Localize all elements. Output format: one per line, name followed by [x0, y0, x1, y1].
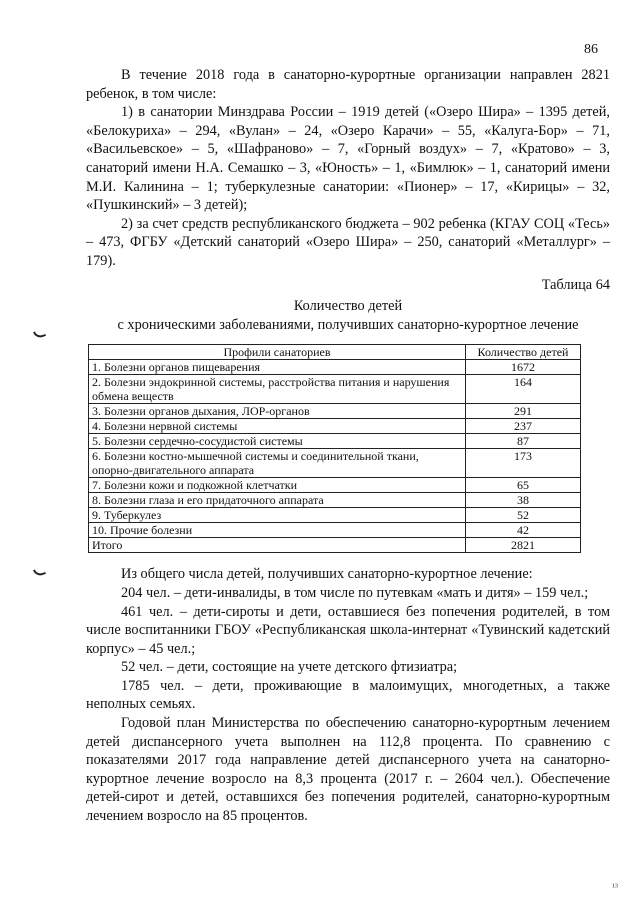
table-row: [89, 434, 581, 449]
row-profile: 4. Болезни нервной системы: [89, 419, 466, 434]
total-count: 2821: [466, 538, 581, 553]
paragraph-intro: В течение 2018 года в санаторно-курортные организации направлен 2821 ребенок, в том числе:: [86, 67, 610, 102]
row-profile: 8. Болезни глаза и его придаточного аппарата: [89, 493, 466, 508]
table-title-line-2: с хроническими заболеваниями, получивших санаторно-курортное лечение: [117, 316, 579, 333]
row-profile: 9. Туберкулез: [89, 508, 466, 523]
row-count: 65: [466, 478, 581, 493]
row-count: 87: [466, 434, 581, 449]
row-count: 42: [466, 523, 581, 538]
table-row: [89, 360, 581, 375]
sanatorium-profiles-table: [88, 344, 581, 553]
row-count: 173: [466, 449, 581, 478]
table-row: [89, 419, 581, 434]
margin-mark-2: [33, 566, 46, 577]
row-profile: 2. Болезни эндокринной системы, расстройства питания и нарушения обмена веществ: [89, 375, 466, 404]
row-profile: 5. Болезни сердечно-сосудистой системы: [89, 434, 466, 449]
table-title-line-1: Количество детей: [293, 298, 403, 315]
table-label: Таблица 64: [541, 276, 610, 293]
table-row: [89, 404, 581, 419]
margin-mark-1: [33, 328, 46, 339]
column-header-count: Количество детей: [466, 345, 581, 360]
row-profile: 1. Болезни органов пищеварения: [89, 360, 466, 375]
table-row: [89, 508, 581, 523]
paragraph-disabled-children: 204 чел. – дети-инвалиды, в том числе по путевкам «мать и дитя» – 159 чел.;: [121, 584, 589, 601]
row-count: 164: [466, 375, 581, 404]
page-number: 86: [584, 42, 598, 57]
table-row: [89, 478, 581, 493]
table-row: [89, 449, 581, 478]
table-header-row: [89, 345, 581, 360]
paragraph-annual-plan: Годовой план Министерства по обеспечению санаторно-курортным лечением детей диспансерного учета выполнен на 112,8 процента. По сравнению с показателями 2017 года направление детей диспансерного учета на санаторно-курортное лечение возросло на 8,3 процента (2017 г. – 2604 чел.). Обеспечение детей-сирот и детей, оставшихся без попечения родителей, санаторно-курортным лечением возросло на 85 процентов.: [86, 715, 610, 825]
table-row: [89, 523, 581, 538]
paragraph-minzdrav: 1) в санатории Минздрава России – 1919 детей («Озеро Шира» – 1395 детей, «Белокуриха» – 294, «Вулан» – 24, «Озеро Карачи» – 55, «Калуга-Бор» – 71, «Васильевское» – 5, «Шафраново» – 7, «Горный воздух» – 7, «Кратово» – 3, санаторий имени Н.А. Семашко – 3, «Юность» – 1, «Бимлюк» – 1, санаторий имени М.И. Калинина – 1; туберкулезные санатории: «Пионер» – 17, «Кирицы» – 32, «Пушкинский» – 3 детей);: [86, 104, 610, 214]
paragraph-phthisiatrician: 52 чел. – дети, состоящие на учете детского фтизиатра;: [121, 659, 458, 676]
row-profile: 7. Болезни кожи и подкожной клетчатки: [89, 478, 466, 493]
row-count: 1672: [466, 360, 581, 375]
corner-mark: ¹³: [612, 882, 618, 893]
row-profile: 10. Прочие болезни: [89, 523, 466, 538]
row-count: 237: [466, 419, 581, 434]
column-header-profile: Профили санаториев: [89, 345, 466, 360]
row-profile: 3. Болезни органов дыхания, ЛОР-органов: [89, 404, 466, 419]
row-profile: 6. Болезни костно-мышечной системы и соединительной ткани, опорно-двигательного аппарата: [89, 449, 466, 478]
total-label: Итого: [89, 538, 466, 553]
paragraph-breakdown-intro: Из общего числа детей, получивших санаторно-курортное лечение:: [121, 566, 533, 583]
paragraph-orphans: 461 чел. – дети-сироты и дети, оставшиеся без попечения родителей, в том числе воспитанники ГБОУ «Республиканская школа-интернат «Тувинский кадетский корпус» – 45 чел.;: [86, 603, 610, 657]
paragraph-republic-budget: 2) за счет средств республиканского бюджета – 902 ребенка (КГАУ СОЦ «Тесь» – 473, ФГБУ «Детский санаторий «Озеро Шира» – 250, санаторий «Металлург» – 179).: [86, 215, 610, 269]
row-count: 291: [466, 404, 581, 419]
table-row: [89, 493, 581, 508]
document-body: [86, 66, 610, 826]
row-count: 52: [466, 508, 581, 523]
row-count: 38: [466, 493, 581, 508]
table-total-row: [89, 538, 581, 553]
table-row: [89, 375, 581, 404]
paragraph-low-income: 1785 чел. – дети, проживающие в малоимущих, многодетных, а также неполных семьях.: [86, 677, 610, 713]
